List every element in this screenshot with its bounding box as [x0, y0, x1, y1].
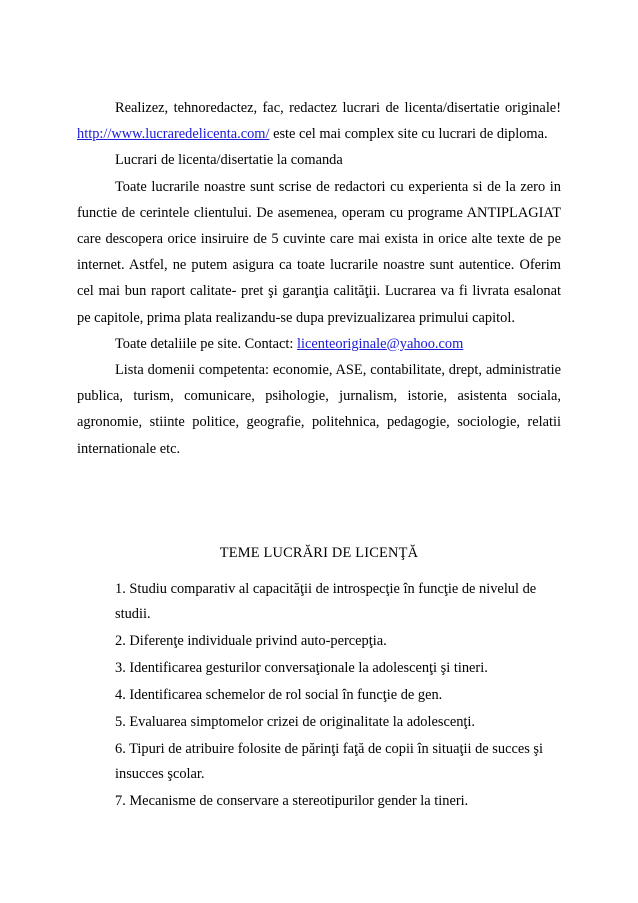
paragraph-intro	[77, 95, 561, 147]
site-link[interactable]: http://www.lucraredelicenta.com/	[77, 126, 270, 143]
body-text	[77, 95, 561, 462]
topic-item: 6. Tipuri de atribuire folosite de părinţi faţă de copii în situaţii de succes şi insucces şcolar.	[115, 741, 544, 782]
topic-item: 3. Identificarea gesturilor conversaţionale la adolescenţi şi tineri.	[115, 660, 488, 676]
topic-item: 7. Mecanisme de conservare a stereotipurilor gender la tineri.	[115, 793, 469, 809]
paragraph-contact	[77, 331, 561, 357]
topics-list	[115, 577, 562, 816]
paragraph-domains: Lista domenii competenta: economie, ASE, contabilitate, drept, administratie publica, turism, comunicare, psihologie, jurnalism, istorie, asistenta sociala, agronomie, stiinte politice, geografie, politehnica, pedagogie, sociologie, relatii internationale etc.	[77, 362, 561, 457]
topic-item: 2. Diferenţe individuale privind auto-percepţia.	[115, 633, 387, 649]
contact-email-link[interactable]: licenteoriginale@yahoo.com	[297, 335, 464, 352]
topic-item: 4. Identificarea schemelor de rol social în funcţie de gen.	[115, 687, 443, 703]
topic-item: 5. Evaluarea simptomelor crizei de originalitate la adolescenţi.	[115, 714, 476, 730]
topic-item: 1. Studiu comparativ al capacităţii de introspecţie în funcţie de nivelul de studii.	[115, 581, 537, 622]
topics-heading: TEME LUCRĂRI DE LICENŢĂ	[219, 545, 419, 561]
paragraph-description: Toate lucrarile noastre sunt scrise de redactori cu experienta si de la zero in functie de cerintele clientului. De asemenea, operam cu programe ANTIPLAGIAT care descopera orice insiruire de 5 cuvinte care mai exista in orice alte texte de pe internet. Astfel, ne putem asigura ca toate lucrarile noastre sunt autentice. Oferim cel mai bun raport calitate- pret şi garanţia calităţii. Lucrarea va fi livrata esalonat pe capitole, prima plata realizandu-se dupa previzualizarea primului capitol.	[77, 178, 561, 326]
intro-text-after: este cel mai complex site cu lucrari de diploma.	[269, 126, 548, 143]
contact-text: Toate detaliile pe site. Contact:	[115, 335, 298, 352]
paragraph-order: Lucrari de licenta/disertatie la comanda	[115, 152, 343, 169]
intro-text: Realizez, tehnoredactez, fac, redactez lucrari de licenta/disertatie originale!	[115, 100, 561, 116]
